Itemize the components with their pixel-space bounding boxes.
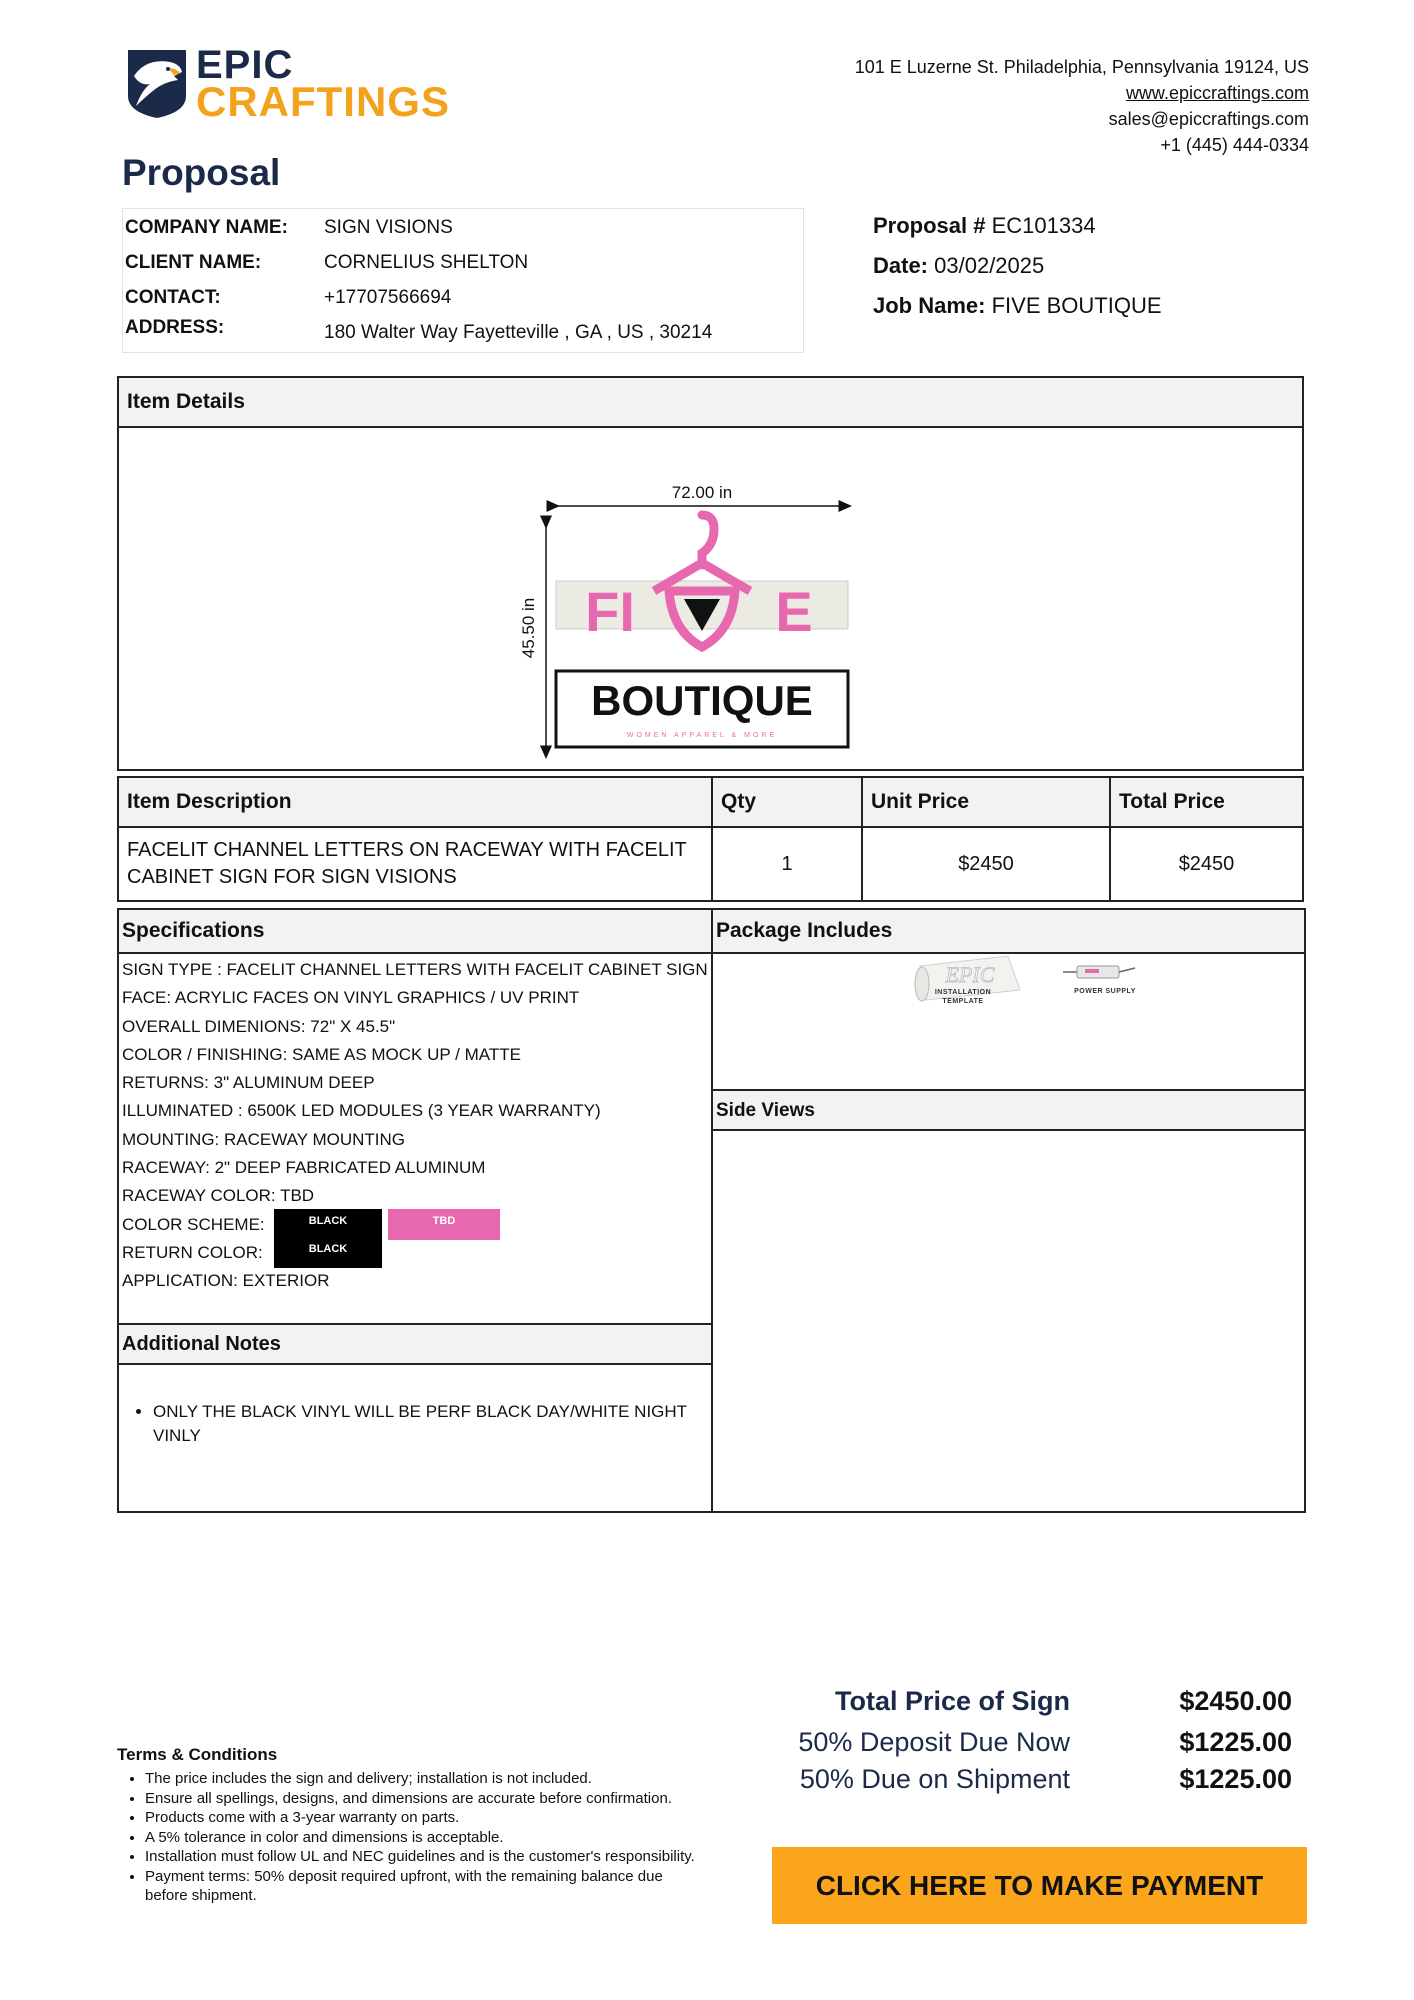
company-address: 101 E Luzerne St. Philadelphia, Pennsylvania 19124, US bbox=[854, 57, 1309, 77]
client-label: ADDRESS: bbox=[125, 317, 225, 338]
client-value: SIGN VISIONS bbox=[324, 217, 453, 238]
client-label: COMPANY NAME: bbox=[125, 217, 288, 238]
job-name: Job Name: FIVE BOUTIQUE bbox=[873, 293, 1162, 318]
spec-line: RETURNS: 3" ALUMINUM DEEP bbox=[122, 1073, 375, 1093]
client-value: CORNELIUS SHELTON bbox=[324, 252, 529, 273]
logo-text-epic: EPIC bbox=[196, 43, 294, 87]
installation-template-text: EPIC bbox=[945, 962, 995, 987]
company-email: sales@epiccraftings.com bbox=[1108, 109, 1309, 129]
terms-and-conditions bbox=[117, 1745, 707, 1906]
client-value: +17707566694 bbox=[324, 287, 452, 308]
item-details-header: Item Details bbox=[119, 378, 1302, 428]
company-phone: +1 (445) 444-0334 bbox=[1160, 135, 1309, 155]
side-views-header: Side Views bbox=[713, 1089, 1304, 1131]
proposal-meta bbox=[873, 206, 1162, 326]
deposit-label: 50% Deposit Due Now bbox=[798, 1727, 1070, 1757]
deposit-value: $1225.00 bbox=[1179, 1727, 1292, 1757]
totals-summary bbox=[780, 1686, 1300, 1801]
eagle-icon bbox=[124, 46, 190, 120]
installation-template-label: INSTALLATION TEMPLATE bbox=[934, 989, 992, 1005]
item-description: FACELIT CHANNEL LETTERS ON RACEWAY WITH FACELIT CABINET SIGN FOR SIGN VISIONS bbox=[118, 827, 712, 901]
logo-text-craftings: CRAFTINGS bbox=[196, 78, 450, 125]
specifications-panel bbox=[117, 908, 713, 1513]
item-total-price: $2450 bbox=[1110, 827, 1303, 901]
power-supply-label: POWER SUPPLY bbox=[1074, 988, 1136, 995]
logo-letters-fi: FI bbox=[585, 580, 635, 643]
return-color-line bbox=[122, 1239, 708, 1267]
column-header: Unit Price bbox=[862, 777, 1110, 827]
total-price-row bbox=[780, 1686, 1300, 1723]
client-label: CONTACT: bbox=[125, 287, 221, 308]
page-title: Proposal bbox=[122, 152, 281, 193]
sign-mockup-drawing bbox=[519, 453, 954, 753]
column-header: Qty bbox=[712, 777, 862, 827]
cabinet-sign-tagline: WOMEN APPAREL & MORE bbox=[626, 732, 778, 739]
column-header: Total Price bbox=[1110, 777, 1303, 827]
column-header: Item Description bbox=[118, 777, 712, 827]
shipment-label: 50% Due on Shipment bbox=[799, 1764, 1070, 1794]
company-logo bbox=[124, 44, 464, 124]
spec-line: ILLUMINATED : 6500K LED MODULES (3 YEAR WARRANTY) bbox=[122, 1101, 601, 1121]
terms-item: • Installation must follow UL and NEC guidelines and is the customer's responsibility. bbox=[145, 1847, 707, 1867]
spec-line: SIGN TYPE : FACELIT CHANNEL LETTERS WITH FACELIT CABINET SIGN bbox=[122, 960, 708, 979]
proposal-number: Proposal # EC101334 bbox=[873, 213, 1096, 238]
additional-notes-header: Additional Notes bbox=[119, 1323, 711, 1365]
spec-line: FACE: ACRYLIC FACES ON VINYL GRAPHICS / UV PRINT bbox=[122, 988, 580, 1008]
terms-item: • Ensure all spellings, designs, and dimensions are accurate before confirmation. bbox=[145, 1789, 707, 1809]
additional-notes-list bbox=[119, 1400, 711, 1448]
terms-item: • The price includes the sign and delivery; installation is not included. bbox=[145, 1769, 707, 1789]
return-color-label: RETURN COLOR: bbox=[122, 1242, 263, 1262]
logo-letter-e: E bbox=[775, 580, 813, 643]
return-color-swatch: BLACK bbox=[274, 1237, 382, 1268]
client-label: CLIENT NAME: bbox=[125, 252, 262, 273]
item-details-panel bbox=[117, 376, 1304, 771]
terms-list bbox=[117, 1769, 707, 1906]
color-scheme-label: COLOR SCHEME: bbox=[122, 1214, 265, 1234]
client-details bbox=[122, 208, 804, 353]
package-includes-header: Package Includes bbox=[713, 910, 1304, 954]
table-row bbox=[118, 827, 1303, 901]
shipment-row bbox=[780, 1764, 1300, 1801]
item-unit-price: $2450 bbox=[862, 827, 1110, 901]
deposit-row bbox=[780, 1727, 1300, 1764]
sign-mockup bbox=[519, 453, 954, 753]
items-table-header-row bbox=[118, 777, 1303, 827]
terms-item: • A 5% tolerance in color and dimensions is acceptable. bbox=[145, 1828, 707, 1848]
spec-line: COLOR / FINISHING: SAME AS MOCK UP / MATTE bbox=[122, 1044, 521, 1064]
spec-list bbox=[119, 954, 711, 1298]
spec-line: OVERALL DIMENIONS: 72" X 45.5" bbox=[122, 1016, 396, 1036]
terms-item: • Products come with a 3-year warranty on parts. bbox=[145, 1808, 707, 1828]
spec-line-application: APPLICATION: EXTERIOR bbox=[122, 1271, 330, 1291]
shipment-value: $1225.00 bbox=[1179, 1764, 1292, 1794]
width-dimension-label: 72.00 in bbox=[671, 483, 733, 502]
color-swatch-black: BLACK bbox=[274, 1209, 382, 1240]
note-item: • ONLY THE BLACK VINYL WILL BE PERF BLACK DAY/WHITE NIGHT VINLY bbox=[153, 1400, 691, 1448]
items-table bbox=[117, 776, 1304, 902]
color-scheme-line bbox=[122, 1211, 708, 1239]
power-supply-icon bbox=[1063, 960, 1143, 984]
height-dimension-label: 45.50 in bbox=[519, 597, 538, 659]
spec-line: RACEWAY COLOR: TBD bbox=[122, 1186, 315, 1206]
color-swatch-tbd: TBD bbox=[388, 1209, 500, 1240]
spec-line: MOUNTING: RACEWAY MOUNTING bbox=[122, 1129, 406, 1149]
hanger-hook bbox=[702, 515, 714, 565]
website-link[interactable]: www.epiccraftings.com bbox=[1125, 83, 1309, 103]
company-contact-info bbox=[855, 54, 1309, 158]
specifications-header: Specifications bbox=[119, 910, 711, 954]
cabinet-sign-text: BOUTIQUE bbox=[591, 677, 813, 724]
spec-line: RACEWAY: 2" DEEP FABRICATED ALUMINUM bbox=[122, 1158, 486, 1178]
item-qty: 1 bbox=[712, 827, 862, 901]
client-value: 180 Walter Way Fayetteville , GA , US , 30214 bbox=[324, 322, 713, 343]
terms-title: Terms & Conditions bbox=[117, 1745, 278, 1764]
terms-item: • Payment terms: 50% deposit required upfront, with the remaining balance due before shipment. bbox=[145, 1867, 707, 1906]
proposal-date: Date: 03/02/2025 bbox=[873, 253, 1045, 278]
make-payment-button[interactable]: CLICK HERE TO MAKE PAYMENT bbox=[772, 1847, 1307, 1924]
total-price-value: $2450.00 bbox=[1179, 1686, 1292, 1716]
total-price-label: Total Price of Sign bbox=[834, 1686, 1070, 1716]
package-includes-panel bbox=[711, 908, 1306, 1513]
